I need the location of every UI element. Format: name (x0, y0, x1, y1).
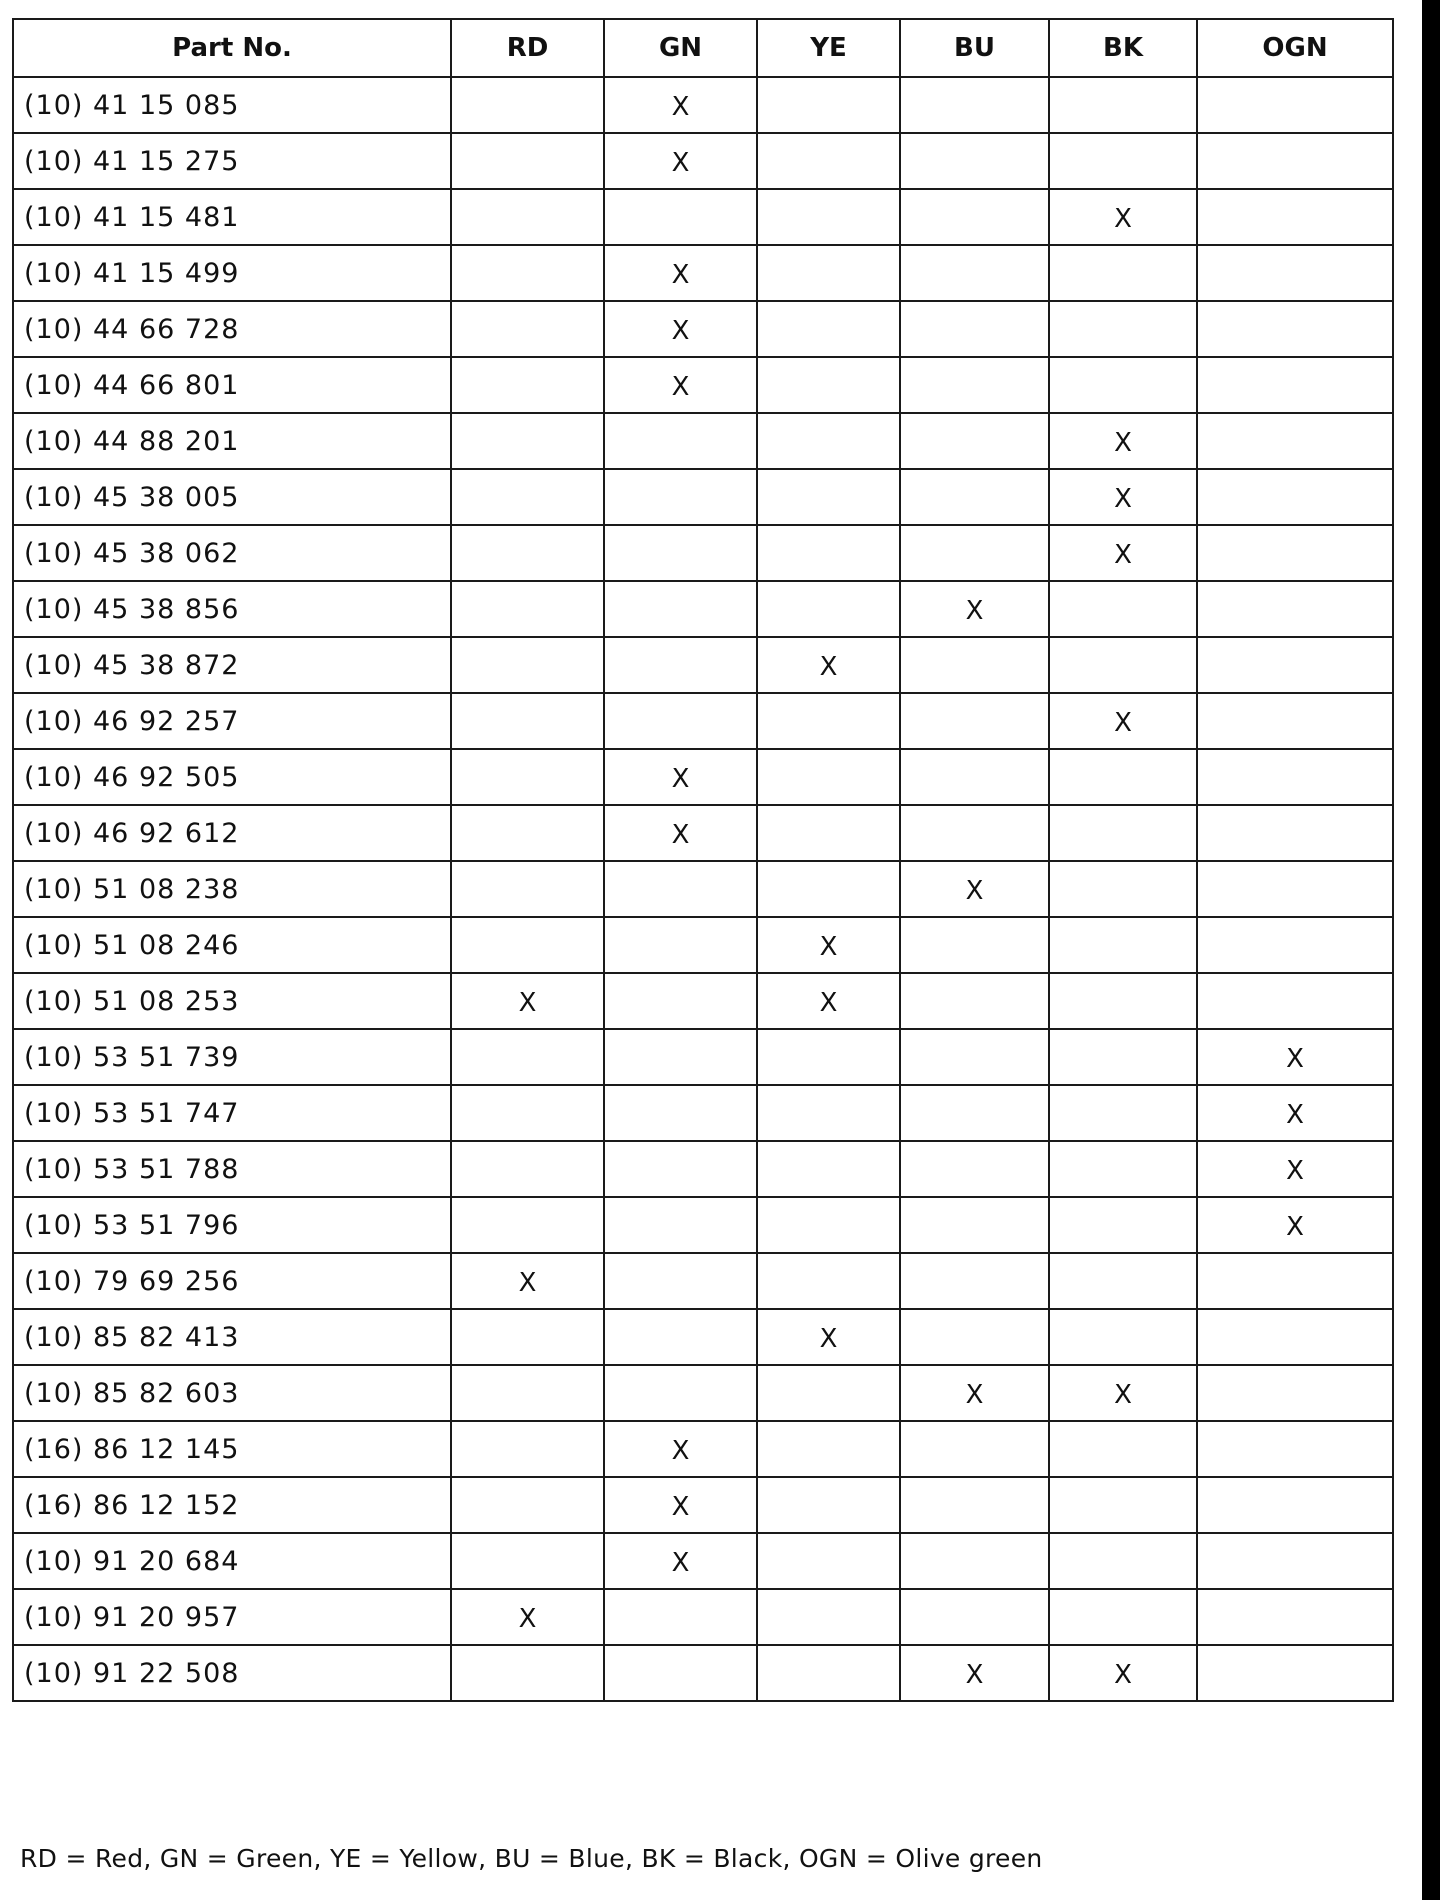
mark-cell-ogn (1197, 693, 1393, 749)
mark-cell-ogn (1197, 581, 1393, 637)
mark-cell-rd: X (451, 1253, 604, 1309)
mark-cell-ogn (1197, 525, 1393, 581)
table-row (13, 133, 1393, 189)
mark-cell-rd (451, 189, 604, 245)
part-number-cell: (10) 91 20 957 (13, 1589, 451, 1645)
mark-cell-bu: X (900, 581, 1049, 637)
table-row (13, 637, 1393, 693)
mark-cell-bk (1049, 1477, 1197, 1533)
mark-cell-bu (900, 693, 1049, 749)
mark-cell-gn: X (604, 133, 757, 189)
mark-cell-rd (451, 1197, 604, 1253)
mark-cell-bu (900, 1197, 1049, 1253)
mark-cell-rd (451, 749, 604, 805)
mark-cell-bk (1049, 1589, 1197, 1645)
mark-cell-ogn: X (1197, 1141, 1393, 1197)
part-number-cell: (10) 46 92 505 (13, 749, 451, 805)
mark-cell-rd (451, 1085, 604, 1141)
part-number-cell: (10) 45 38 062 (13, 525, 451, 581)
mark-cell-gn (604, 693, 757, 749)
mark-cell-ye (757, 133, 900, 189)
mark-cell-bk (1049, 1141, 1197, 1197)
mark-cell-ye (757, 413, 900, 469)
mark-cell-ogn (1197, 805, 1393, 861)
mark-cell-gn: X (604, 805, 757, 861)
mark-cell-bk (1049, 917, 1197, 973)
mark-cell-ogn (1197, 357, 1393, 413)
mark-cell-ye (757, 1197, 900, 1253)
mark-cell-rd (451, 861, 604, 917)
table-row (13, 525, 1393, 581)
mark-cell-ogn (1197, 1477, 1393, 1533)
mark-cell-gn: X (604, 77, 757, 133)
mark-cell-bk: X (1049, 693, 1197, 749)
mark-cell-bk (1049, 805, 1197, 861)
mark-cell-rd (451, 581, 604, 637)
color-legend: RD = Red, GN = Green, YE = Yellow, BU = Blue, BK = Black, OGN = Olive green (20, 1844, 1043, 1873)
mark-cell-ye (757, 1365, 900, 1421)
mark-cell-bu (900, 525, 1049, 581)
mark-cell-bu (900, 1141, 1049, 1197)
mark-cell-gn (604, 973, 757, 1029)
mark-cell-rd (451, 637, 604, 693)
table-row (13, 413, 1393, 469)
mark-cell-ogn (1197, 1421, 1393, 1477)
part-number-cell: (10) 45 38 856 (13, 581, 451, 637)
part-number-cell: (10) 91 22 508 (13, 1645, 451, 1701)
mark-cell-bk: X (1049, 1645, 1197, 1701)
table-row (13, 1589, 1393, 1645)
mark-cell-bk (1049, 637, 1197, 693)
mark-cell-gn (604, 413, 757, 469)
mark-cell-bu (900, 1253, 1049, 1309)
mark-cell-bk (1049, 133, 1197, 189)
mark-cell-rd (451, 77, 604, 133)
mark-cell-ye (757, 245, 900, 301)
mark-cell-ogn (1197, 749, 1393, 805)
header-ogn: OGN (1197, 19, 1393, 77)
table-row (13, 1029, 1393, 1085)
mark-cell-ye: X (757, 637, 900, 693)
mark-cell-rd (451, 917, 604, 973)
mark-cell-ogn (1197, 77, 1393, 133)
part-number-cell: (10) 44 88 201 (13, 413, 451, 469)
mark-cell-gn: X (604, 1533, 757, 1589)
mark-cell-ye (757, 1477, 900, 1533)
mark-cell-ye (757, 693, 900, 749)
mark-cell-bk: X (1049, 189, 1197, 245)
mark-cell-bu: X (900, 861, 1049, 917)
mark-cell-bk (1049, 1309, 1197, 1365)
part-number-cell: (10) 91 20 684 (13, 1533, 451, 1589)
table-row (13, 357, 1393, 413)
mark-cell-rd (451, 301, 604, 357)
mark-cell-bu (900, 245, 1049, 301)
mark-cell-bu (900, 1029, 1049, 1085)
part-number-cell: (10) 41 15 275 (13, 133, 451, 189)
mark-cell-ogn (1197, 245, 1393, 301)
mark-cell-gn (604, 1589, 757, 1645)
mark-cell-bu (900, 805, 1049, 861)
mark-cell-ogn (1197, 861, 1393, 917)
header-part-no: Part No. (13, 19, 451, 77)
mark-cell-gn (604, 1029, 757, 1085)
part-number-cell: (10) 45 38 872 (13, 637, 451, 693)
part-number-cell: (10) 85 82 603 (13, 1365, 451, 1421)
mark-cell-rd: X (451, 1589, 604, 1645)
mark-cell-gn (604, 861, 757, 917)
mark-cell-ogn: X (1197, 1085, 1393, 1141)
table-row (13, 749, 1393, 805)
table-row (13, 1533, 1393, 1589)
table-row (13, 1253, 1393, 1309)
mark-cell-gn (604, 189, 757, 245)
mark-cell-bu (900, 1477, 1049, 1533)
mark-cell-bu (900, 1533, 1049, 1589)
mark-cell-bu (900, 749, 1049, 805)
mark-cell-ye (757, 1421, 900, 1477)
mark-cell-bu (900, 301, 1049, 357)
mark-cell-ogn (1197, 189, 1393, 245)
mark-cell-ogn (1197, 917, 1393, 973)
mark-cell-gn: X (604, 749, 757, 805)
mark-cell-ogn: X (1197, 1029, 1393, 1085)
part-number-cell: (10) 44 66 728 (13, 301, 451, 357)
mark-cell-gn (604, 1645, 757, 1701)
mark-cell-ye (757, 1085, 900, 1141)
table-row (13, 245, 1393, 301)
mark-cell-bk (1049, 357, 1197, 413)
mark-cell-gn (604, 1085, 757, 1141)
mark-cell-ye (757, 1141, 900, 1197)
table-row (13, 861, 1393, 917)
mark-cell-gn (604, 637, 757, 693)
mark-cell-gn: X (604, 1421, 757, 1477)
part-number-cell: (16) 86 12 152 (13, 1477, 451, 1533)
mark-cell-gn: X (604, 301, 757, 357)
mark-cell-gn (604, 1253, 757, 1309)
mark-cell-bk (1049, 861, 1197, 917)
mark-cell-rd (451, 1533, 604, 1589)
mark-cell-bu (900, 637, 1049, 693)
table-header-row (13, 19, 1393, 77)
mark-cell-rd (451, 357, 604, 413)
table-row (13, 469, 1393, 525)
table-row (13, 581, 1393, 637)
mark-cell-rd (451, 1309, 604, 1365)
mark-cell-bk (1049, 1085, 1197, 1141)
mark-cell-bu: X (900, 1365, 1049, 1421)
mark-cell-rd (451, 1421, 604, 1477)
part-number-cell: (10) 53 51 739 (13, 1029, 451, 1085)
mark-cell-bu (900, 973, 1049, 1029)
mark-cell-ogn (1197, 1645, 1393, 1701)
mark-cell-bk: X (1049, 469, 1197, 525)
mark-cell-gn: X (604, 357, 757, 413)
table-row (13, 1645, 1393, 1701)
table-row (13, 1197, 1393, 1253)
mark-cell-ye (757, 1645, 900, 1701)
mark-cell-gn: X (604, 245, 757, 301)
table-body (13, 77, 1393, 1701)
mark-cell-ye: X (757, 917, 900, 973)
mark-cell-ye (757, 1589, 900, 1645)
table-row (13, 1141, 1393, 1197)
table-row (13, 1085, 1393, 1141)
mark-cell-ye (757, 357, 900, 413)
mark-cell-bu (900, 1085, 1049, 1141)
mark-cell-ye: X (757, 1309, 900, 1365)
mark-cell-ye: X (757, 973, 900, 1029)
table-row (13, 917, 1393, 973)
table-row (13, 805, 1393, 861)
mark-cell-rd (451, 525, 604, 581)
mark-cell-bu (900, 1589, 1049, 1645)
part-number-cell: (10) 53 51 747 (13, 1085, 451, 1141)
mark-cell-bk (1049, 1421, 1197, 1477)
mark-cell-bu (900, 1421, 1049, 1477)
mark-cell-gn (604, 525, 757, 581)
mark-cell-rd (451, 1477, 604, 1533)
part-number-cell: (16) 86 12 145 (13, 1421, 451, 1477)
mark-cell-bu (900, 133, 1049, 189)
mark-cell-ye (757, 805, 900, 861)
mark-cell-rd: X (451, 973, 604, 1029)
mark-cell-ye (757, 525, 900, 581)
mark-cell-ye (757, 77, 900, 133)
scan-edge-bar (1422, 0, 1440, 1900)
part-number-cell: (10) 53 51 788 (13, 1141, 451, 1197)
header-rd: RD (451, 19, 604, 77)
mark-cell-ye (757, 861, 900, 917)
mark-cell-rd (451, 1141, 604, 1197)
mark-cell-gn (604, 1309, 757, 1365)
part-number-cell: (10) 53 51 796 (13, 1197, 451, 1253)
mark-cell-bk (1049, 581, 1197, 637)
table-row (13, 973, 1393, 1029)
mark-cell-rd (451, 1029, 604, 1085)
table-row (13, 1365, 1393, 1421)
mark-cell-ogn (1197, 469, 1393, 525)
mark-cell-gn: X (604, 1477, 757, 1533)
mark-cell-ogn (1197, 133, 1393, 189)
part-number-cell: (10) 51 08 238 (13, 861, 451, 917)
header-gn: GN (604, 19, 757, 77)
mark-cell-bu (900, 1309, 1049, 1365)
mark-cell-ogn (1197, 413, 1393, 469)
mark-cell-gn (604, 1197, 757, 1253)
header-ye: YE (757, 19, 900, 77)
parts-color-table (12, 18, 1394, 1702)
mark-cell-rd (451, 1365, 604, 1421)
mark-cell-rd (451, 1645, 604, 1701)
mark-cell-gn (604, 469, 757, 525)
mark-cell-gn (604, 581, 757, 637)
table-row (13, 301, 1393, 357)
mark-cell-ye (757, 1253, 900, 1309)
mark-cell-ogn (1197, 301, 1393, 357)
part-number-cell: (10) 44 66 801 (13, 357, 451, 413)
mark-cell-ye (757, 749, 900, 805)
mark-cell-gn (604, 917, 757, 973)
mark-cell-ogn: X (1197, 1197, 1393, 1253)
mark-cell-ogn (1197, 1589, 1393, 1645)
mark-cell-bk: X (1049, 525, 1197, 581)
mark-cell-rd (451, 245, 604, 301)
part-number-cell: (10) 41 15 085 (13, 77, 451, 133)
mark-cell-rd (451, 469, 604, 525)
part-number-cell: (10) 85 82 413 (13, 1309, 451, 1365)
part-number-cell: (10) 46 92 257 (13, 693, 451, 749)
mark-cell-bk (1049, 77, 1197, 133)
part-number-cell: (10) 79 69 256 (13, 1253, 451, 1309)
mark-cell-ogn (1197, 1533, 1393, 1589)
mark-cell-bk: X (1049, 1365, 1197, 1421)
mark-cell-bu (900, 77, 1049, 133)
mark-cell-bk (1049, 749, 1197, 805)
mark-cell-ye (757, 469, 900, 525)
table-row (13, 1309, 1393, 1365)
header-bk: BK (1049, 19, 1197, 77)
mark-cell-gn (604, 1365, 757, 1421)
mark-cell-bk (1049, 301, 1197, 357)
part-number-cell: (10) 41 15 481 (13, 189, 451, 245)
mark-cell-rd (451, 413, 604, 469)
table-row (13, 1421, 1393, 1477)
parts-color-table-container (12, 18, 1392, 1702)
mark-cell-ye (757, 1533, 900, 1589)
mark-cell-ogn (1197, 1253, 1393, 1309)
table-row (13, 77, 1393, 133)
header-bu: BU (900, 19, 1049, 77)
mark-cell-ogn (1197, 1365, 1393, 1421)
mark-cell-bk (1049, 1029, 1197, 1085)
table-row (13, 1477, 1393, 1533)
mark-cell-rd (451, 693, 604, 749)
mark-cell-ye (757, 189, 900, 245)
mark-cell-rd (451, 805, 604, 861)
mark-cell-ogn (1197, 637, 1393, 693)
mark-cell-gn (604, 1141, 757, 1197)
mark-cell-ye (757, 301, 900, 357)
part-number-cell: (10) 51 08 246 (13, 917, 451, 973)
mark-cell-bu (900, 357, 1049, 413)
mark-cell-ogn (1197, 973, 1393, 1029)
table-row (13, 189, 1393, 245)
mark-cell-bk (1049, 1533, 1197, 1589)
mark-cell-bk (1049, 245, 1197, 301)
mark-cell-rd (451, 133, 604, 189)
mark-cell-bu: X (900, 1645, 1049, 1701)
mark-cell-bu (900, 469, 1049, 525)
mark-cell-bk (1049, 1197, 1197, 1253)
part-number-cell: (10) 41 15 499 (13, 245, 451, 301)
mark-cell-ye (757, 581, 900, 637)
table-row (13, 693, 1393, 749)
part-number-cell: (10) 45 38 005 (13, 469, 451, 525)
part-number-cell: (10) 51 08 253 (13, 973, 451, 1029)
mark-cell-bu (900, 917, 1049, 973)
mark-cell-bk: X (1049, 413, 1197, 469)
mark-cell-ogn (1197, 1309, 1393, 1365)
mark-cell-bu (900, 189, 1049, 245)
mark-cell-bk (1049, 973, 1197, 1029)
mark-cell-bu (900, 413, 1049, 469)
mark-cell-bk (1049, 1253, 1197, 1309)
mark-cell-ye (757, 1029, 900, 1085)
part-number-cell: (10) 46 92 612 (13, 805, 451, 861)
